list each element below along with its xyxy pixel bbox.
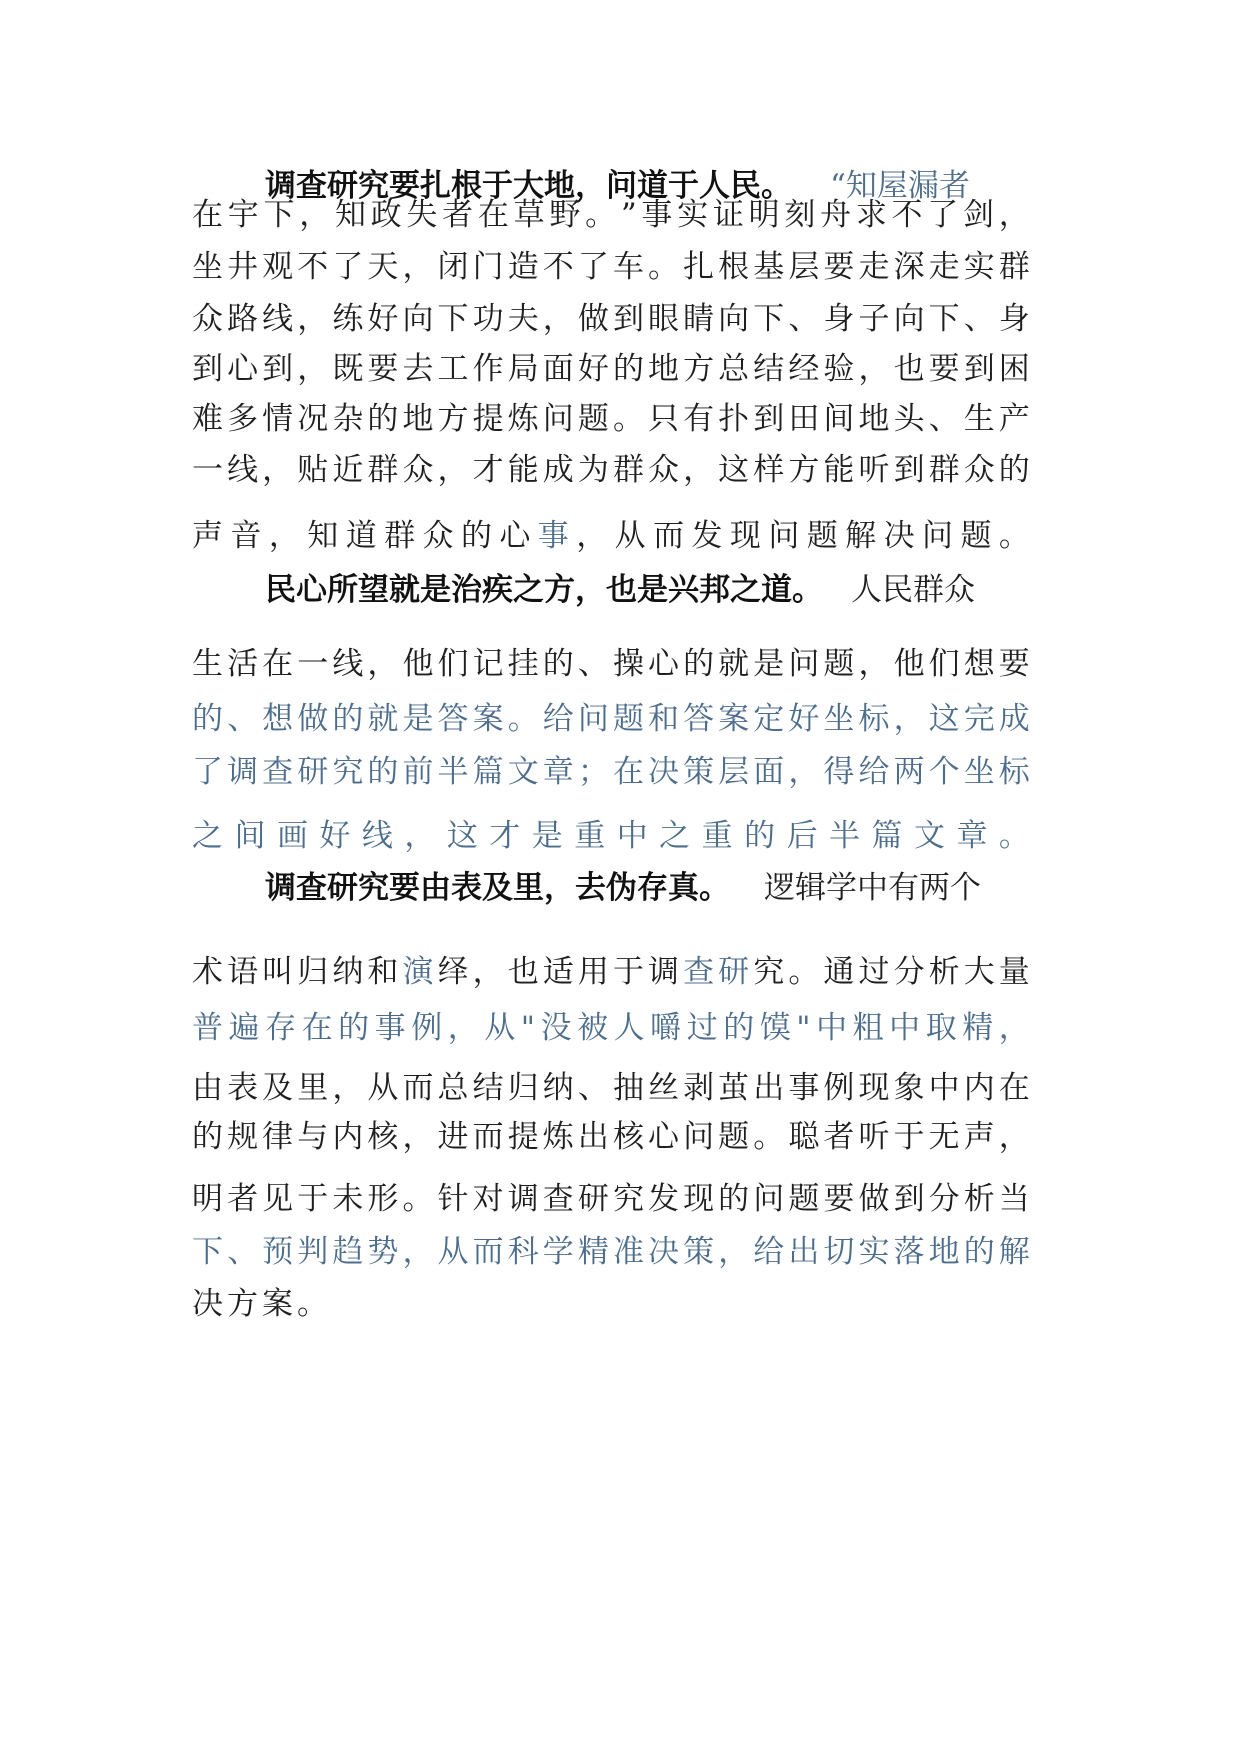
para1-line6: 难 多 情 况 杂 的 地 方 提 炼 问 题 。 只 有 扑 到 田 间 地 头 、 生 产 xyxy=(192,401,1030,437)
para3-line5: 的 规 律 与 内 核 ， 进 而 提 炼 出 核 心 问 题 。 聪 者 听 于 无 声 ， xyxy=(192,1119,1030,1155)
para1-line4: 众 路 线 ， 练 好 向 下 功 夫 ， 做 到 眼 睛 向 下 、 身 子 向 下 、 身 xyxy=(192,301,1030,337)
para3-line3: 普 遍 存 在 的 事 例 ， 从 " 没 被 人 嚼 过 的 馍 " 中 粗 中 取 精 ， xyxy=(192,1010,1030,1046)
para3-line7: 下 、 预 判 趋 势 ， 从 而 科 学 精 准 决 策 ， 给 出 切 实 落 地 的 解 xyxy=(192,1234,1030,1270)
para2-heading: 民心所望就是治疾之方，也是兴邦之道。 xyxy=(265,572,823,608)
text-segment: 逻辑学中有两个 xyxy=(764,870,981,906)
para1-line2: 在 宇 下 ， 知 政 失 者 在 草 野 。 ” 事 实 证 明 刻 舟 求 不 了 剑 ， xyxy=(192,197,1030,233)
para3-heading: 调查研究要由表及里，去伪存真。 xyxy=(265,870,730,906)
para1-line7: 一 线 ， 贴 近 群 众 ， 才 能 成 为 群 众 ， 这 样 方 能 听 到 群 众 的 xyxy=(192,452,1030,488)
para2-line1 xyxy=(265,568,1030,612)
para2-line2: 生 活 在 一 线 ， 他 们 记 挂 的 、 操 心 的 就 是 问 题 ， 他 们 想 要 xyxy=(192,646,1030,682)
para2-line4: 了 调 查 研 究 的 前 半 篇 文 章 ； 在 决 策 层 面 ， 得 给 两 个 坐 标 xyxy=(192,754,1030,790)
para3-line8 xyxy=(192,1282,1030,1326)
para3-line2: 术 语 叫 归 纳 和 演 绎 ， 也 适 用 于 调 查 研 究 。 通 过 分 析 大 量 xyxy=(192,954,1030,990)
para3-line1 xyxy=(265,866,1030,910)
text-segment: 决方案。 xyxy=(192,1286,332,1322)
para1-heading: 调查研究要扎根于大地，问道于人民。 xyxy=(265,168,792,204)
para1-line5: 到 心 到 ， 既 要 去 工 作 局 面 好 的 地 方 总 结 经 验 ， 也 要 到 困 xyxy=(192,351,1030,387)
para1-line8: 声 音 ， 知 道 群 众 的 心 事 ， 从 而 发 现 问 题 解 决 问 题 。 xyxy=(192,518,1030,554)
para3-line6: 明 者 见 于 未 形 。 针 对 调 查 研 究 发 现 的 问 题 要 做 到 分 析 当 xyxy=(192,1181,1030,1217)
para3-line4: 由 表 及 里 ， 从 而 总 结 归 纳 、 抽 丝 剥 茧 出 事 例 现 象 中 内 在 xyxy=(192,1070,1030,1106)
para1-quote-start: “知屋漏者 xyxy=(830,168,970,204)
text-segment: 人民群众 xyxy=(851,572,975,608)
para1-line3: 坐 井 观 不 了 天 ， 闭 门 造 不 了 车 。 扎 根 基 层 要 走 深 走 实 群 xyxy=(192,249,1030,285)
para2-line5: 之 间 画 好 线 ， 这 才 是 重 中 之 重 的 后 半 篇 文 章 。 xyxy=(192,818,1030,854)
para2-line3: 的 、 想 做 的 就 是 答 案 。 给 问 题 和 答 案 定 好 坐 标 ， 这 完 成 xyxy=(192,701,1030,737)
